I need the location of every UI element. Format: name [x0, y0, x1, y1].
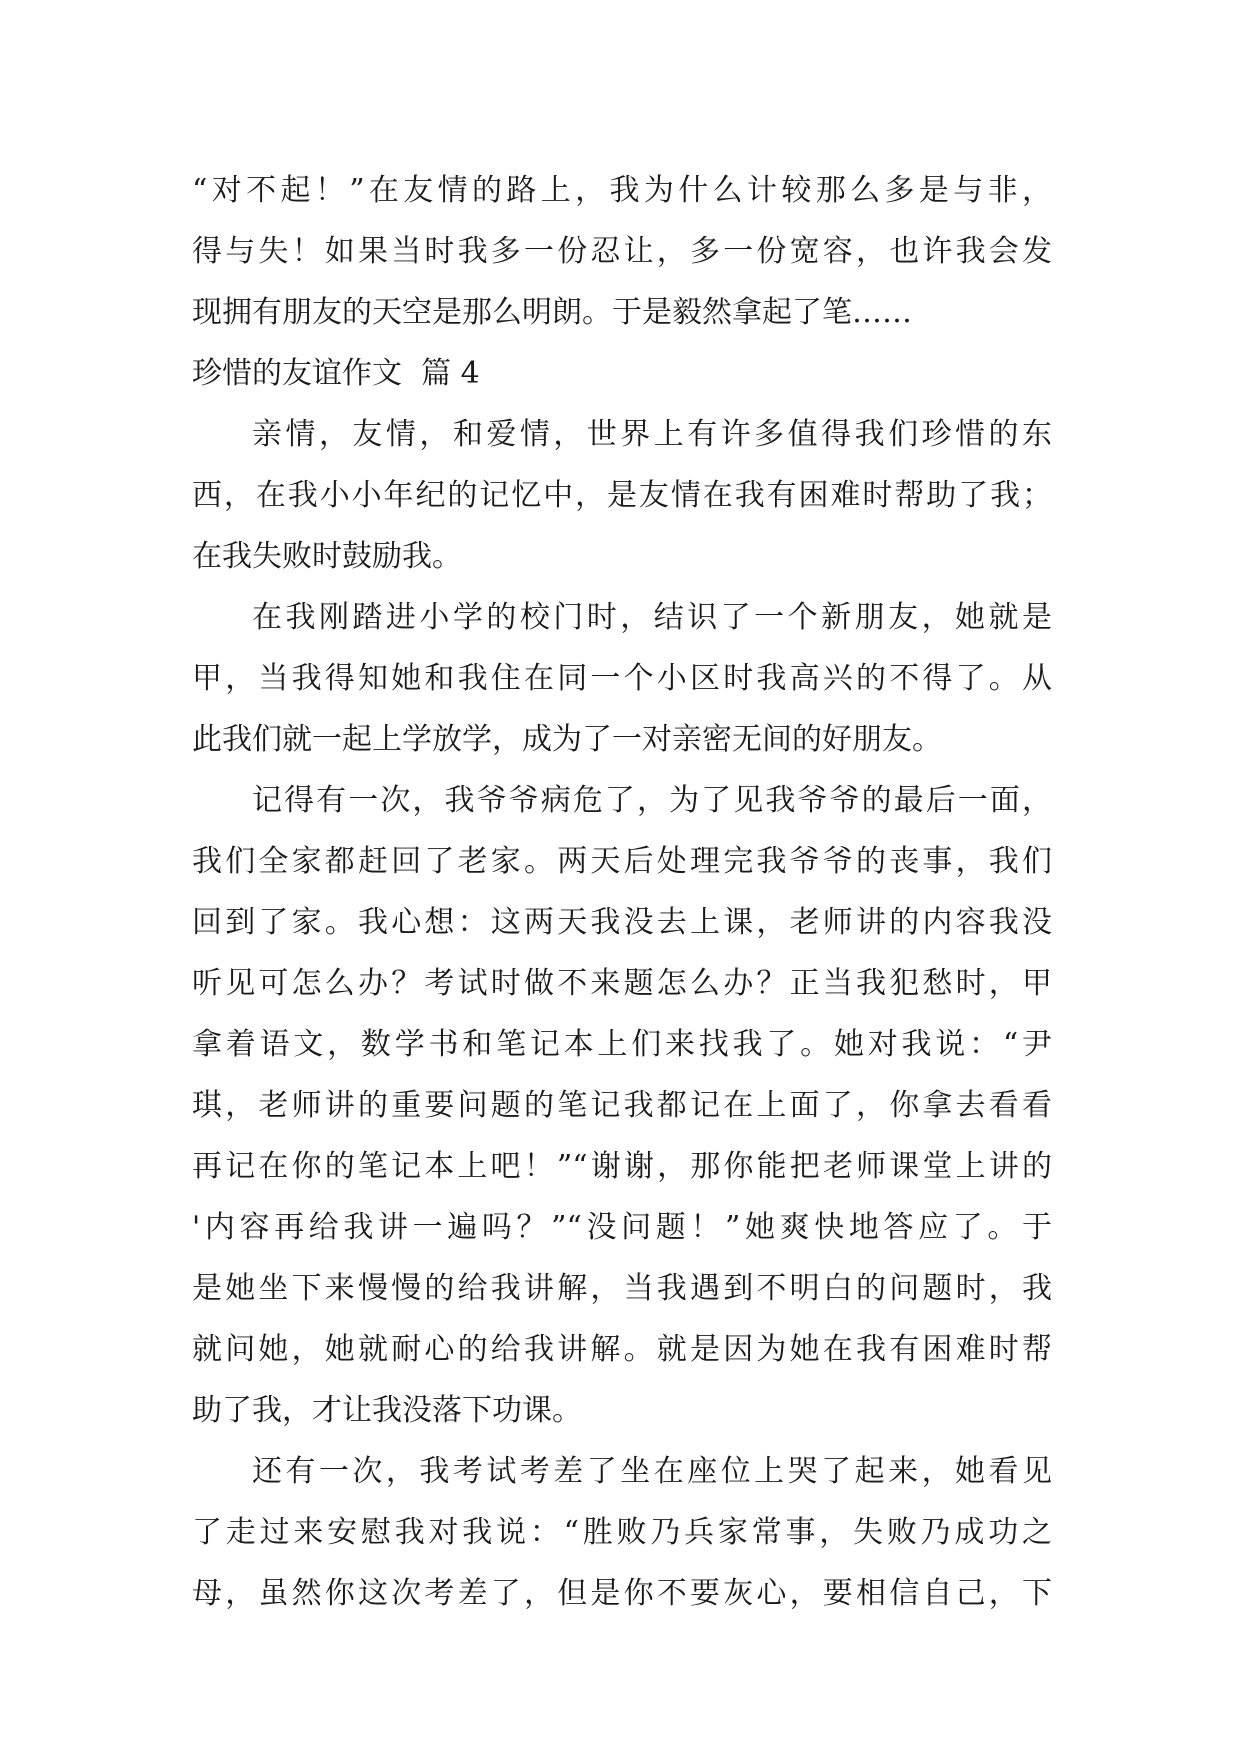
text-line: 此我们就一起上学放学，成为了一对亲密无间的好朋友。 — [192, 722, 942, 757]
intro-paragraph — [192, 160, 1052, 343]
text-line: 回到了家。我心想：这两天我没去上课，老师讲的内容我没 — [192, 905, 1052, 940]
text-line: 在我刚踏进小学的校门时，结识了一个新朋友，她就是 — [252, 600, 1052, 635]
text-line: 助了我，才让我没落下功课。 — [192, 1393, 582, 1428]
text-line: 西，在我小小年纪的记忆中，是友情在我有困难时帮助了我； — [192, 478, 1052, 513]
text-line: 就问她，她就耐心的给我讲解。就是因为她在我有困难时帮 — [192, 1332, 1052, 1367]
text-line: 再记在你的笔记本上吧！”“谢谢，那你能把老师课堂上讲的 — [192, 1149, 1052, 1184]
text-line: “对不起！”在友情的路上，我为什么计较那么多是与非， — [192, 173, 1052, 208]
text-line: 母，虽然你这次考差了，但是你不要灰心，要相信自己，下 — [192, 1576, 1052, 1611]
text-line: 现拥有朋友的天空是那么明朗。于是毅然拿起了笔…… — [192, 295, 912, 330]
text-line: 记得有一次，我爷爷病危了，为了见我爷爷的最后一面， — [252, 783, 1052, 818]
text-line: 是她坐下来慢慢的给我讲解，当我遇到不明白的问题时，我 — [192, 1271, 1052, 1306]
paragraph-2 — [192, 587, 1052, 770]
text-line: 听见可怎么办？考试时做不来题怎么办？正当我犯愁时，甲 — [192, 966, 1052, 1001]
paragraph-4 — [192, 1441, 1052, 1624]
text-line: 得与失！如果当时我多一份忍让，多一份宽容，也许我会发 — [192, 234, 1052, 269]
text-line: 了走过来安慰我对我说：“胜败乃兵家常事，失败乃成功之 — [192, 1515, 1052, 1550]
text-line: 我们全家都赶回了老家。两天后处理完我爷爷的丧事，我们 — [192, 844, 1052, 879]
paragraph-3 — [192, 770, 1052, 1441]
paragraph-1 — [192, 404, 1052, 587]
text-line: 还有一次，我考试考差了坐在座位上哭了起来，她看见 — [252, 1454, 1052, 1489]
text-line: 在我失败时鼓励我。 — [192, 539, 462, 574]
text-line: 琪，老师讲的重要问题的笔记我都记在上面了，你拿去看看 — [192, 1088, 1052, 1123]
text-line: '内容再给我讲一遍吗？”“没问题！”她爽快地答应了。于 — [192, 1210, 1052, 1245]
section-title-text: 珍惜的友谊作文 篇 4 — [192, 356, 480, 391]
section-title — [192, 343, 1052, 404]
text-line: 甲，当我得知她和我住在同一个小区时我高兴的不得了。从 — [192, 661, 1052, 696]
document-body — [192, 160, 1052, 1624]
text-line: 亲情，友情，和爱情，世界上有许多值得我们珍惜的东 — [252, 417, 1052, 452]
text-line: 拿着语文，数学书和笔记本上们来找我了。她对我说：“尹 — [192, 1027, 1052, 1062]
